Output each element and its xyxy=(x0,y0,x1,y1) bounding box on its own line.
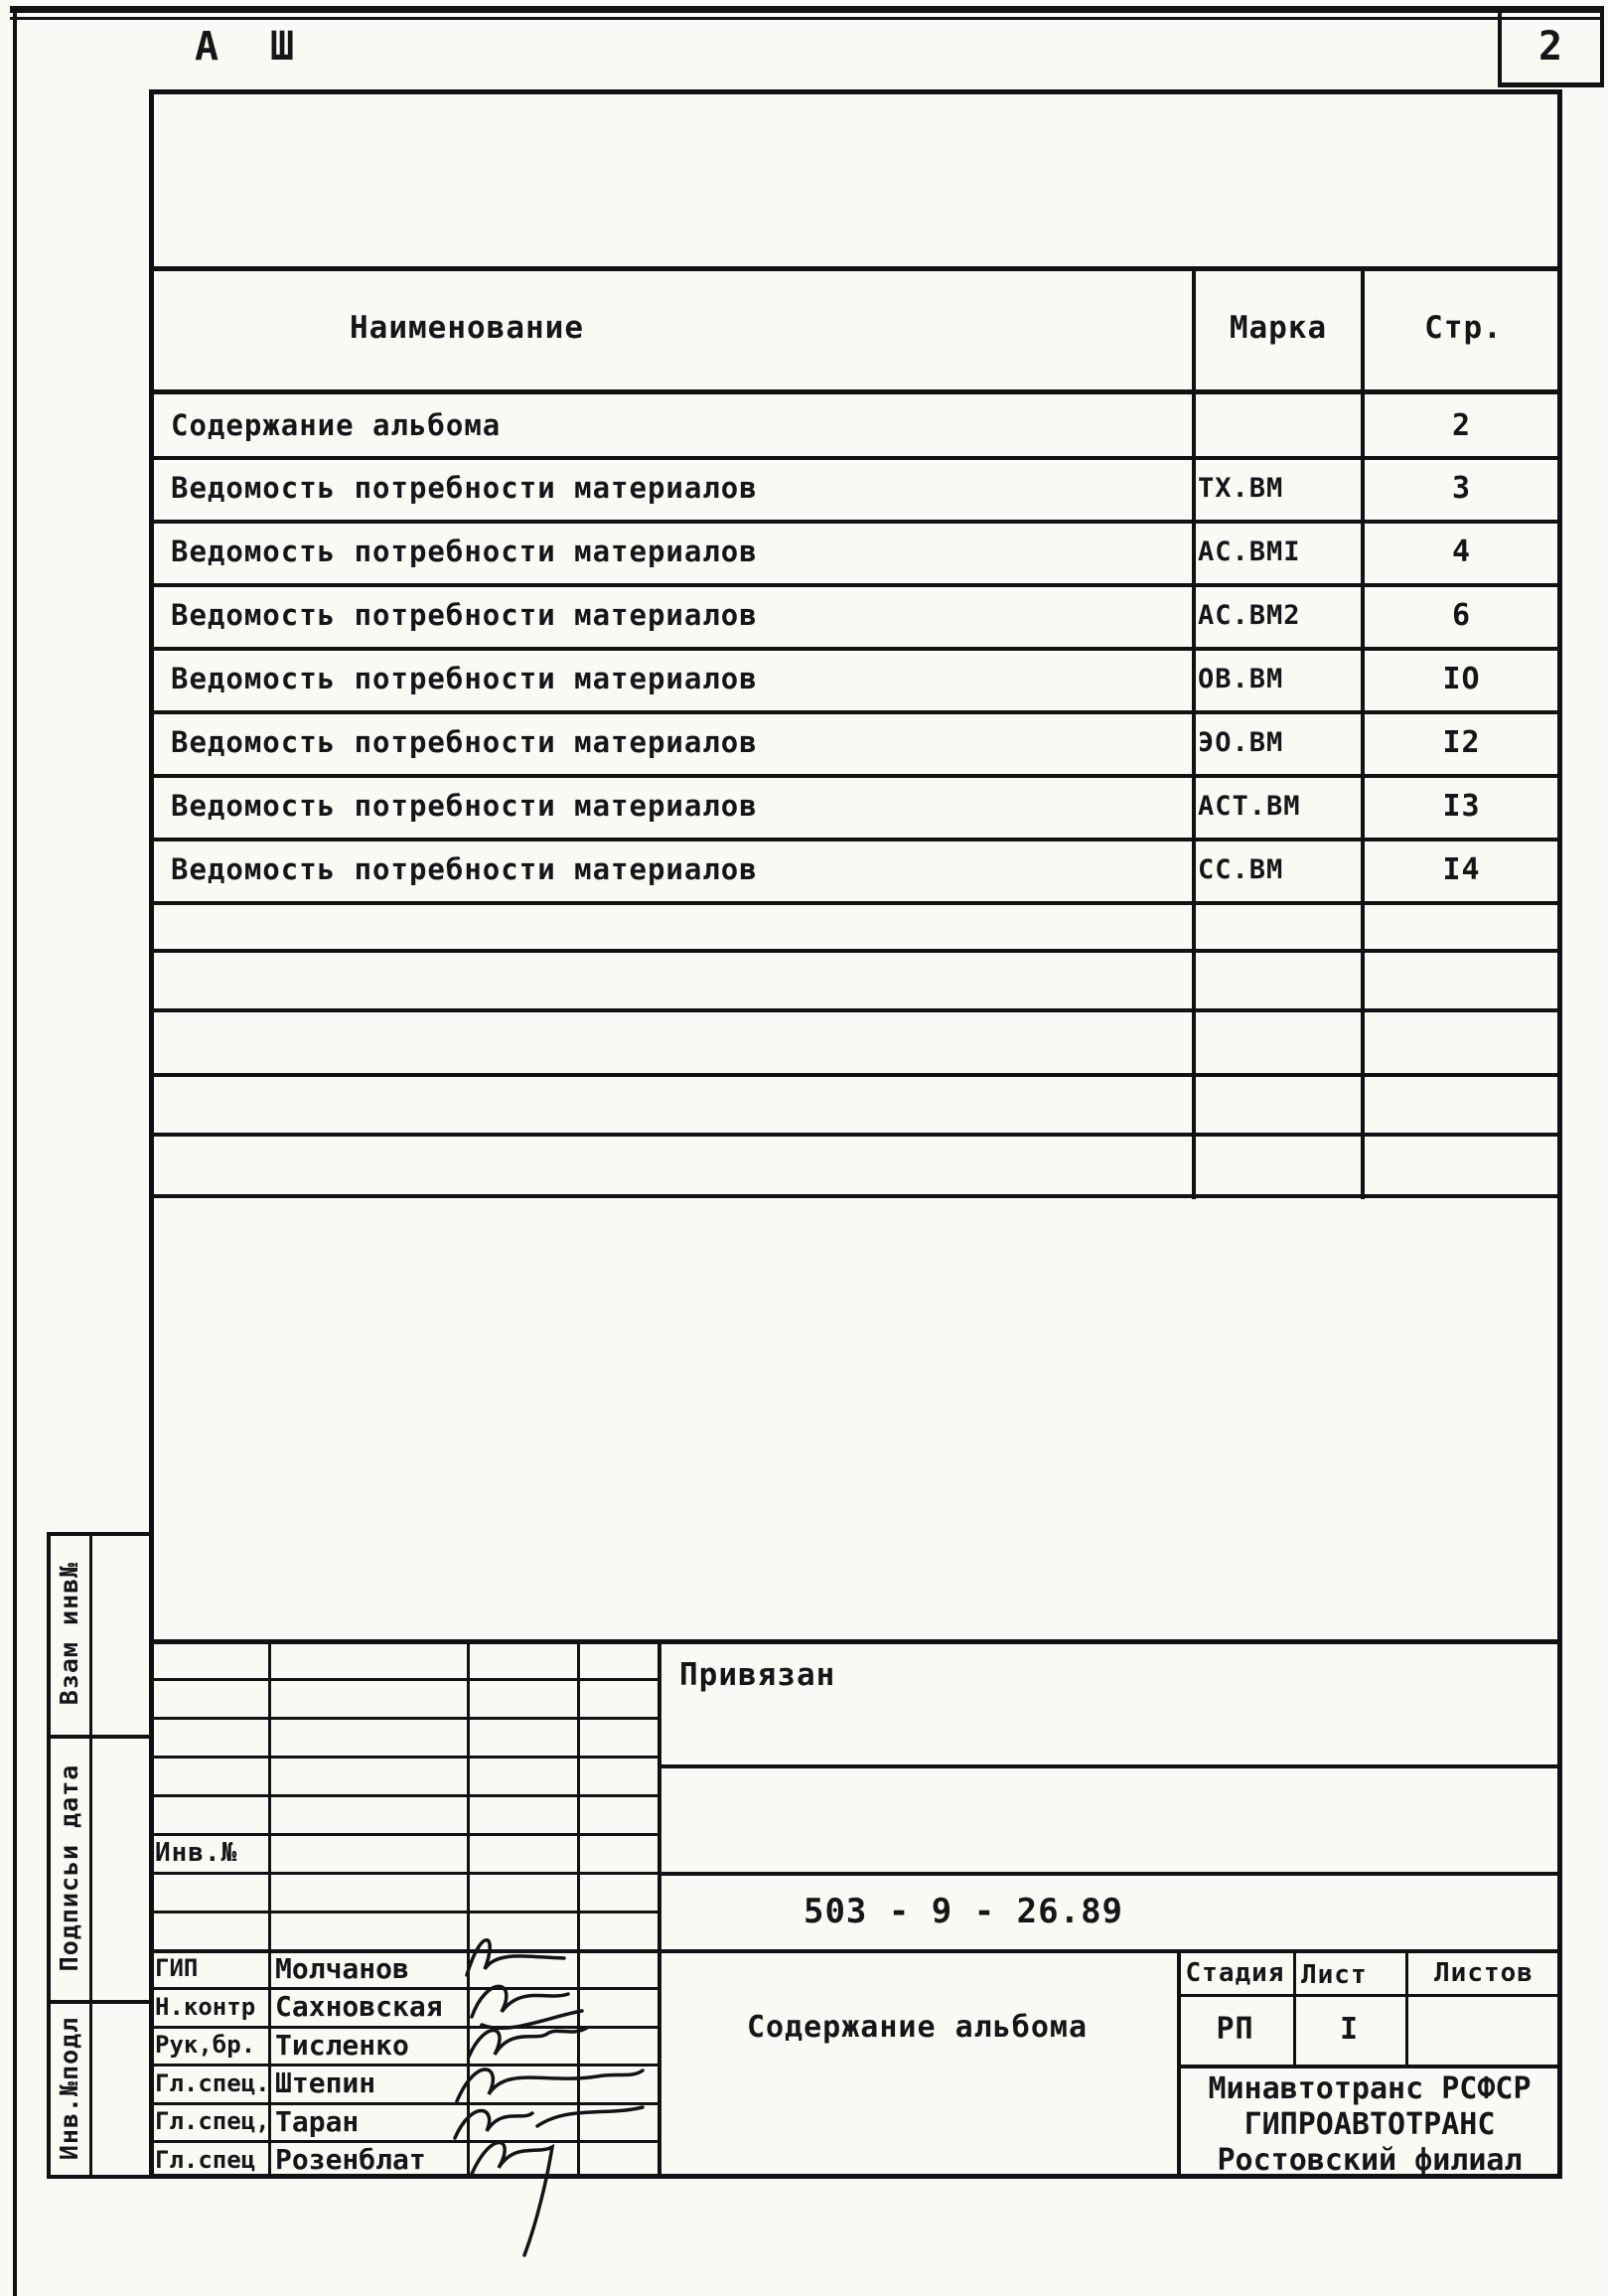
contents-row xyxy=(149,774,1562,838)
signature-role: Гл.спец xyxy=(155,2145,256,2174)
format-mark-a: А xyxy=(195,24,220,70)
signature-role: Гл.спец, xyxy=(155,2107,270,2135)
strip-label-vzam: Взам инв№ xyxy=(54,1561,83,1706)
sheet-number: 2 xyxy=(1537,23,1564,70)
contents-row-mark: АС.ВМI xyxy=(1198,536,1301,567)
contents-row-name: Ведомость потребности материалов xyxy=(171,789,758,823)
signature-role: ГИП xyxy=(155,1954,199,1982)
contents-row-page: I3 xyxy=(1442,788,1481,824)
contents-row-name: Ведомость потребности материалов xyxy=(171,662,758,695)
contents-row-name: Ведомость потребности материалов xyxy=(171,852,758,886)
contents-row-page: IO xyxy=(1442,661,1481,696)
contents-row-name: Ведомость потребности материалов xyxy=(171,471,758,505)
strip-bottom-line xyxy=(47,2175,152,2179)
title-grid-hline xyxy=(149,1717,658,1720)
stage-value: РП xyxy=(1216,2011,1254,2047)
organization-cell xyxy=(1182,2071,1557,2179)
signature-scribble-3 xyxy=(469,2028,587,2057)
contents-row-page: I2 xyxy=(1442,724,1481,760)
strip-divider-line xyxy=(89,1532,92,2179)
page-left-edge-line xyxy=(13,6,17,2296)
title-grid-hline xyxy=(149,1911,658,1913)
organization-line-1: Минавтотранс РСФСР xyxy=(1208,2071,1532,2106)
row-separator-line xyxy=(149,583,1562,587)
contents-row-name: Содержание альбома xyxy=(171,408,502,442)
page-top-edge-line xyxy=(10,6,1604,13)
signature-scribble-4 xyxy=(457,2069,643,2101)
table-top-line xyxy=(149,266,1562,271)
row-separator-line xyxy=(149,456,1562,460)
title-grid-hline xyxy=(149,1872,658,1875)
contents-row xyxy=(149,710,1562,774)
strip-box-line xyxy=(47,1735,152,1739)
stage-hline xyxy=(1177,1994,1562,1997)
contents-row xyxy=(149,520,1562,583)
signature-scribble-5 xyxy=(455,2107,643,2138)
contents-row-name: Ведомость потребности материалов xyxy=(171,725,758,759)
row-separator-line xyxy=(149,838,1562,842)
strip-label-inv-podl: Инв.№подл xyxy=(54,2016,83,2161)
title-right-cell-line xyxy=(658,1764,1562,1768)
empty-row-separator-line xyxy=(149,949,1562,953)
empty-row-separator-line xyxy=(149,1073,1562,1077)
contents-row-page: I4 xyxy=(1442,851,1481,887)
contents-row-mark: ОВ.ВМ xyxy=(1198,663,1284,694)
stage-header-listov: Листов xyxy=(1434,1958,1534,1988)
stage-hline xyxy=(1177,2065,1562,2068)
signature-scribble-6 xyxy=(472,2142,552,2255)
title-grid-hline xyxy=(149,1678,658,1681)
row-separator-line xyxy=(149,774,1562,778)
col-header-mark: Марка xyxy=(1229,310,1328,346)
page-top-edge-line-2 xyxy=(10,17,1604,20)
strip-box-line xyxy=(47,1532,152,1536)
contents-row xyxy=(149,456,1562,520)
contents-row xyxy=(149,647,1562,710)
title-grid-hline xyxy=(149,1756,658,1759)
contents-row-name: Ведомость потребности материалов xyxy=(171,535,758,568)
col-header-name: Наименование xyxy=(350,310,584,346)
binding-note: Привязан xyxy=(679,1657,836,1693)
contents-row-mark: ТХ.ВМ xyxy=(1198,472,1284,504)
organization-line-2: ГИПРОАВТОТРАНС xyxy=(1243,2107,1496,2142)
strip-label-podpis: Подписьи дата xyxy=(54,1763,83,1972)
signature-role: Гл.спец. xyxy=(155,2068,270,2097)
contents-row-mark: ЭО.ВМ xyxy=(1198,726,1284,758)
contents-row xyxy=(149,838,1562,901)
signature-scribble-2 xyxy=(472,1986,582,2028)
row-separator-line xyxy=(149,710,1562,714)
signatures-overlay xyxy=(397,1917,715,2285)
signature-role: Н.контр xyxy=(155,1992,256,2021)
signature-name: Молчанов xyxy=(275,1951,409,1985)
contents-row-mark: АСТ.ВМ xyxy=(1198,790,1301,822)
signature-name: Таран xyxy=(275,2104,360,2138)
row-separator-line xyxy=(149,520,1562,524)
title-right-cell-line xyxy=(658,1872,1562,1876)
row-separator-line xyxy=(149,901,1562,905)
contents-row-page: 3 xyxy=(1451,470,1472,506)
sheets-total-value xyxy=(1405,2001,1562,2057)
signature-scribble-1 xyxy=(467,1940,564,1975)
project-code: 503 - 9 - 26.89 xyxy=(803,1892,1124,1931)
sheet-value: I xyxy=(1339,2011,1360,2047)
empty-row-separator-line xyxy=(149,1008,1562,1012)
title-block-top-line xyxy=(149,1639,1562,1644)
col-header-page: Стр. xyxy=(1424,310,1503,346)
contents-row-page: 2 xyxy=(1451,407,1472,443)
stage-header-stadia: Стадия xyxy=(1185,1958,1285,1988)
contents-row-mark: СС.ВМ xyxy=(1198,853,1284,885)
stage-header-list: Лист xyxy=(1301,1960,1368,1990)
signature-name: Розенблат xyxy=(275,2143,426,2176)
contents-row xyxy=(149,394,1562,456)
contents-row-mark: АС.ВМ2 xyxy=(1198,599,1301,631)
document-title: Содержание альбома xyxy=(746,2009,1089,2045)
organization-line-3: Ростовский филиал xyxy=(1217,2143,1523,2178)
format-mark-sh: Ш xyxy=(270,24,296,70)
empty-row-separator-line xyxy=(149,1133,1562,1137)
signature-name: Штепин xyxy=(275,2066,376,2099)
contents-row xyxy=(149,583,1562,647)
contents-row-page: 4 xyxy=(1451,534,1472,569)
signature-name: Сахновская xyxy=(275,1990,443,2023)
signature-name: Тисленко xyxy=(275,2028,409,2062)
title-grid-hline xyxy=(149,1833,658,1836)
signature-role: Рук,бр. xyxy=(155,2031,256,2059)
row-separator-line xyxy=(149,647,1562,651)
sheet-number-box xyxy=(1498,10,1604,87)
contents-row-name: Ведомость потребности материалов xyxy=(171,598,758,632)
contents-row-page: 6 xyxy=(1451,597,1472,633)
title-grid-hline xyxy=(149,1794,658,1797)
empty-row-separator-line xyxy=(149,1194,1562,1198)
inventory-label: Инв.№ xyxy=(155,1838,238,1868)
